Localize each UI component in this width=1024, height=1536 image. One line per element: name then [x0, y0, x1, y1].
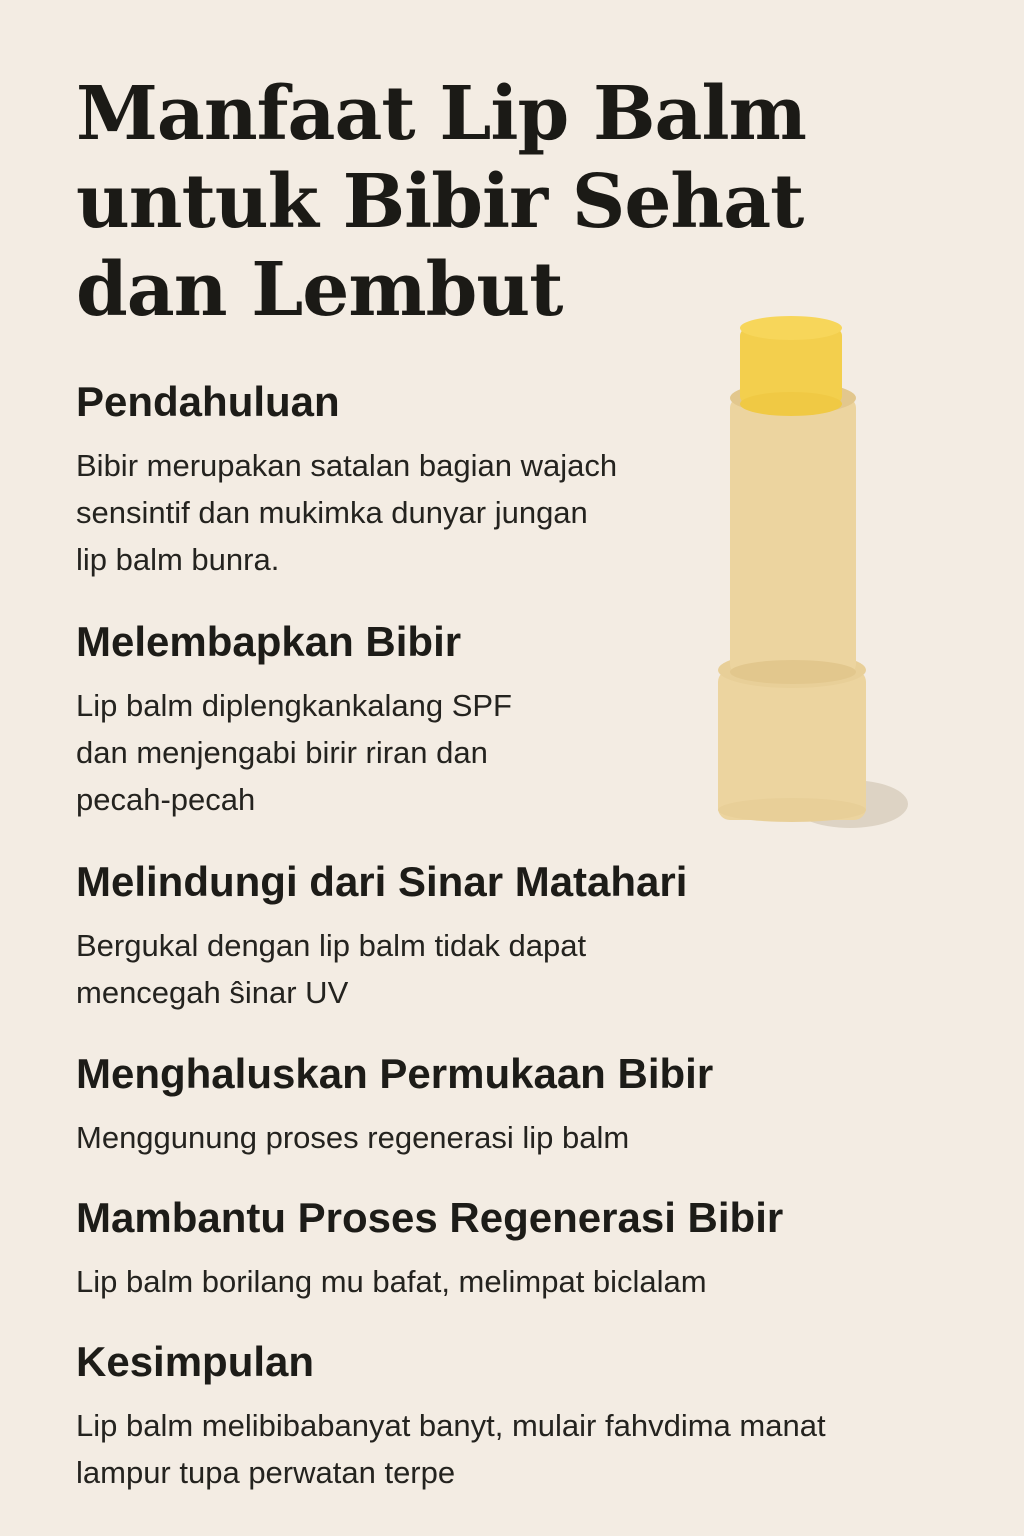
section-body-menghaluskan-permukaan	[76, 1114, 629, 1161]
body-line: sensintif dan mukimka dunyar jungan	[76, 495, 588, 530]
lip-balm-stick-top	[740, 316, 842, 340]
body-line: Lip balm borilang mu bafat, melimpat biclalam	[76, 1264, 707, 1299]
lip-balm-tube-bottom	[730, 660, 856, 684]
section-heading-mambantu-regenerasi: Mambantu Proses Regenerasi Bibir	[76, 1194, 784, 1241]
body-line: lip balm bunra.	[76, 542, 280, 577]
lip-balm-icon	[700, 310, 930, 850]
lip-balm-svg	[700, 310, 930, 850]
lip-balm-base-bottom	[718, 798, 866, 822]
body-line: mencegah ŝinar UV	[76, 975, 349, 1010]
body-line: Bibir merupakan satalan bagian wajach	[76, 448, 618, 483]
section-body-melembapkan-bibir	[76, 682, 512, 823]
section-heading-melindungi-sinar-matahari: Melindungi dari Sinar Matahari	[76, 858, 688, 905]
page-title-line-2: untuk Bibir Sehat	[76, 159, 804, 245]
lip-balm-stick-bottom	[740, 392, 842, 416]
body-line: lampur tupa perwatan terpe	[76, 1455, 456, 1490]
section-body-pendahuluan	[76, 442, 617, 583]
body-line: dan menjengabi birir riran dan	[76, 735, 488, 770]
section-body-melindungi-sinar-matahari	[76, 922, 586, 1016]
section-body-mambantu-regenerasi	[76, 1258, 707, 1305]
section-heading-melembapkan-bibir: Melembapkan Bibir	[76, 618, 462, 665]
lip-balm-tube-body	[730, 398, 856, 674]
body-line: Menggunung proses regenerasi lip balm	[76, 1120, 630, 1155]
body-line: Lip balm diplengkankalang SPF	[76, 688, 512, 723]
page-title-line-3: dan Lembut	[76, 247, 563, 333]
body-line: Lip balm melibibabanyat banyt, mulair fahvdima manat	[76, 1408, 826, 1443]
section-heading-kesimpulan: Kesimpulan	[76, 1338, 315, 1385]
body-line: pecah-pecah	[76, 782, 256, 817]
page-title-line-1: Manfaat Lip Balm	[76, 71, 806, 157]
lip-balm-base-body	[718, 670, 866, 820]
page-title	[76, 70, 836, 334]
section-body-kesimpulan	[76, 1402, 826, 1496]
section-heading-menghaluskan-permukaan: Menghaluskan Permukaan Bibir	[76, 1050, 714, 1097]
body-line: Bergukal dengan lip balm tidak dapat	[76, 928, 587, 963]
section-heading-pendahuluan: Pendahuluan	[76, 378, 340, 425]
